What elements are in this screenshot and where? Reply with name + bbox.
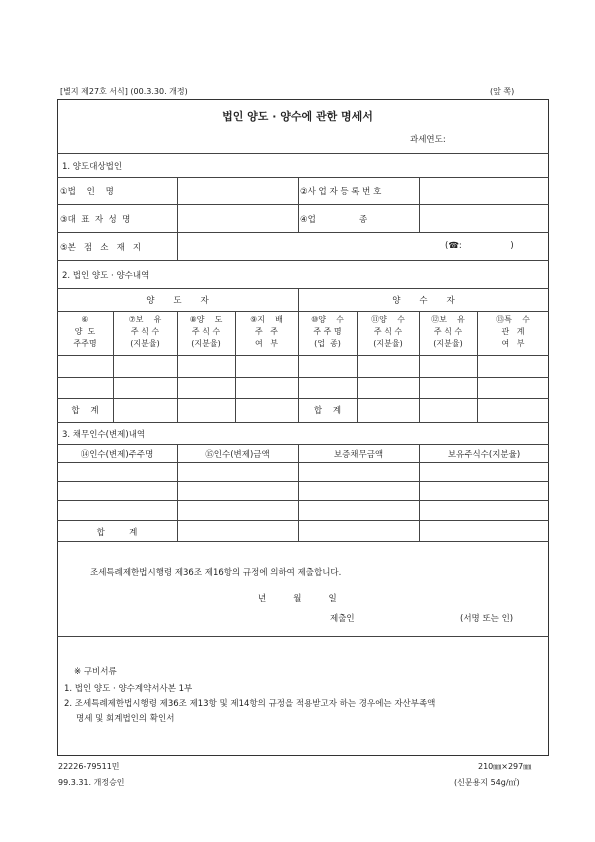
col-header-line: (지분율)	[373, 339, 403, 348]
col-header-line: (업 종)	[314, 339, 341, 348]
col-header-line: 여 부	[501, 339, 525, 348]
col-header-line: 주 식 수	[130, 327, 160, 336]
signature-label: (서명 또는 인)	[460, 614, 514, 624]
declaration-text: 조세특례제한법시행령 제36조 제16항의 규정에 의하여 제출합니다.	[90, 568, 342, 578]
transferee-total-label: 합 계	[313, 406, 342, 416]
divider	[57, 377, 549, 378]
col-header-line: (지분율)	[130, 339, 160, 348]
section3-total-label: 합 계	[96, 528, 138, 538]
debt-assumer-col: ⑭인수(변제)주주명	[80, 450, 154, 460]
attachment-item-1: 1. 법인 양도 · 양수계약서사본 1부	[64, 684, 193, 694]
transfer-col-header-12	[419, 314, 477, 350]
debt-amount-col: ⑮인수(변제)금액	[205, 450, 270, 460]
divider	[57, 636, 549, 637]
page-side: (앞 쪽)	[490, 87, 515, 96]
col-divider	[177, 177, 178, 260]
col-header-line: 주 식 수	[191, 327, 221, 336]
col-header-line: ⑩양 수	[311, 315, 344, 324]
form-number: [별지 제27호 서식] (00.3.30. 개정)	[60, 87, 188, 96]
col-header-line: (지분율)	[191, 339, 221, 348]
transfer-col-header-9	[235, 314, 298, 350]
transferee-header: 양 수 자	[392, 296, 455, 306]
page-title: 법인 양도 · 양수에 관한 명세서	[222, 110, 373, 123]
biz-reg-no-label: ②사 업 자 등 록 번 호	[300, 187, 382, 197]
divider	[57, 355, 549, 356]
col-header-line: ⑦보 유	[128, 315, 162, 324]
col-header-line: 여 부	[254, 339, 279, 348]
transferor-header: 양 도 자	[146, 296, 209, 306]
paper-type: (신문용지 54g/㎡)	[454, 778, 520, 787]
col-divider	[298, 288, 299, 422]
representative-label: ③대 표 자 성 명	[60, 215, 131, 225]
section3-heading: 3. 채무인수(변제)내역	[62, 430, 146, 440]
col-header-line: 주주명	[73, 339, 97, 348]
col-header-line: 관 계	[501, 327, 525, 336]
divider	[57, 520, 549, 521]
divider	[57, 232, 549, 233]
transfer-col-header-6	[57, 314, 113, 350]
col-divider	[419, 177, 420, 232]
divider	[57, 444, 549, 445]
transfer-col-header-8	[177, 314, 235, 350]
col-header-line: (지분율)	[433, 339, 463, 348]
attachments-heading: ※ 구비서류	[74, 667, 117, 677]
guarantee-debt-col: 보증채무금액	[333, 450, 384, 460]
transfer-col-header-11	[357, 314, 419, 350]
divider	[57, 462, 549, 463]
paper-size: 210㎜×297㎜	[478, 762, 532, 771]
divider	[57, 422, 549, 423]
held-shares-col: 보유주식수(지분율)	[447, 450, 521, 460]
declaration-date: 년 월 일	[258, 594, 337, 604]
col-header-line: 양 도	[74, 327, 96, 336]
phone-field: (☎: )	[445, 241, 514, 251]
divider	[57, 311, 549, 312]
col-header-line: ⑧양 도	[189, 315, 223, 324]
divider	[57, 177, 549, 178]
col-header-line: 주 식 수	[373, 327, 403, 336]
col-header-line: ⑫보 유	[431, 315, 465, 324]
transfer-col-header-10	[298, 314, 357, 350]
tax-year-label: 과세연도:	[410, 135, 446, 145]
col-header-line: 주 식 수	[433, 327, 463, 336]
attachment-item-2: 2. 조세특례제한법시행령 제36조 제13항 및 제14항의 규정을 적용받고자 하는 경우에는 자산부족액	[64, 699, 436, 709]
corp-name-label: ①법 인 명	[60, 187, 114, 197]
col-divider	[298, 177, 299, 232]
section2-heading: 2. 법인 양도 · 양수내역	[62, 271, 150, 281]
divider	[57, 541, 549, 542]
submitter-label: 제출인	[330, 614, 355, 624]
divider	[57, 288, 549, 289]
transferor-total-label: 합 계	[71, 406, 99, 416]
divider	[57, 398, 549, 399]
transfer-col-header-13	[477, 314, 549, 350]
approval-date: 99.3.31. 개정승인	[58, 778, 125, 787]
col-header-line: 주 주	[254, 327, 279, 336]
col-header-line: ⑬특 수	[496, 315, 530, 324]
business-type-label: ④업 종	[300, 215, 368, 225]
transfer-col-header-7	[113, 314, 177, 350]
col-header-line: ⑨지 배	[250, 315, 283, 324]
divider	[57, 153, 549, 154]
section1-heading: 1. 양도대상법인	[62, 162, 123, 172]
form-code: 22226-79511민	[58, 762, 120, 771]
col-header-line: 주 주 명	[313, 327, 342, 336]
divider	[57, 260, 549, 261]
divider	[57, 481, 549, 482]
divider	[57, 204, 549, 205]
hq-address-label: ⑤본 점 소 재 지	[60, 243, 142, 253]
divider	[57, 500, 549, 501]
attachment-item-2-cont: 명세 및 회계법인의 확인서	[76, 714, 175, 724]
col-header-line: ⑥	[81, 315, 89, 324]
col-header-line: ⑪양 수	[371, 315, 405, 324]
